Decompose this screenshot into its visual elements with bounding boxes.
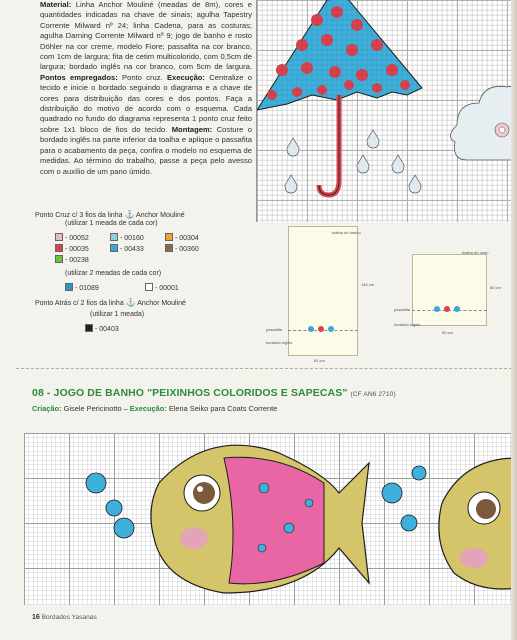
section-title: 08 - JOGO DE BANHO "PEIXINHOS COLORIDOS E SAPECAS" (CF AN6 2710) [32, 387, 396, 399]
usage-note-1: (utilizar 1 meada de cada cor) [65, 220, 158, 227]
execution-text: Centralize o tecido e inicie o bordado seguindo o diagrama e a chave de cores para distribuição das cores e dos pontos. Faça a distribuição do motivo de acordo com o esquema. Cada quadrado no fundo do diagrama representa 1 ponto cruz feito sobre 1x1 bloco de fios do tecido. [40, 72, 252, 134]
hand-towel-diagram [392, 240, 502, 352]
height-label: 80 cm [490, 285, 501, 290]
swatch-01089 [65, 283, 73, 291]
assembly-text: Costure o bordado inglês na parte inferior da toalha e aplique o passafita para o acabamento da peça, confira o modelo no esquema de medidas. Ao término do trabalho, passe a peça pelo avesso com o auxílio de um pano úmido. [40, 124, 252, 176]
section-reference: (CF AN6 2710) [350, 391, 396, 398]
fish-chart-artwork [24, 433, 517, 605]
swatch-00433 [110, 244, 118, 252]
bath-towel-label: toalha de banho [332, 230, 361, 235]
material-text: Linha Anchor Mouliné (meadas de 8m), cores e quantidades indicadas na chave de sinais; agulha Tapestry Corrente Milward nº 24; linha Cadena, para as costuras; agulha Darning Corrente Milward nº 9; jogo de banho e rosto Döhler na cor creme, modelo Fiore; passafita na cor branco, com 1cm de largura; fita de cetim multicolorido, com 0,5cm de largura; bordado inglês na cor branco, com 5cm de largura. [40, 0, 252, 72]
page-footer [32, 614, 97, 621]
bath-towel-outline [288, 226, 358, 356]
swatch-00403 [85, 324, 93, 332]
brand-name: Anchor Mouliné [136, 212, 185, 219]
stitches-text: Ponto cruz. [117, 72, 163, 82]
umbrella-cross-stitch-chart [256, 0, 517, 222]
swatch-00238 [55, 255, 63, 263]
backstitch-header: Ponto Atrás c/ 2 fios da linha ⚓ Anchor Mouliné [35, 298, 186, 307]
fish-cross-stitch-chart [24, 433, 517, 605]
lace-label: bordado inglês [266, 340, 293, 345]
swatch-00052 [55, 233, 63, 241]
page-number: 16 [32, 614, 40, 621]
passafita-label: passafita [394, 307, 411, 312]
swatch-00304 [165, 233, 173, 241]
swatch-00160 [110, 233, 118, 241]
motif-mini [432, 305, 468, 313]
execution-label: Execução: [166, 72, 205, 82]
material-label: Material: [40, 0, 72, 9]
thread-00238: - 00238 [55, 255, 89, 264]
umbrella-chart-artwork [257, 0, 517, 222]
thread-00433: - 00433 [110, 244, 144, 253]
section-credits: Criação: Gisele Pericinotto – Execução: Elena Seiko para Coats Corrente [32, 404, 278, 413]
thread-01089: - 01089 [65, 283, 99, 292]
section-divider [16, 368, 517, 369]
thread-00160: - 00160 [110, 233, 144, 242]
thread-00360: - 00360 [165, 244, 199, 253]
swatch-00360 [165, 244, 173, 252]
thread-00035: - 00035 [55, 244, 89, 253]
motif-mini [306, 325, 342, 333]
swatch-00035 [55, 244, 63, 252]
thread-00304: - 00304 [165, 233, 199, 242]
stitches-label: Pontos empregados: [40, 72, 118, 82]
usage-note-3: (utilizar 1 meada) [90, 311, 145, 318]
swatch-00001 [145, 283, 153, 291]
cross-stitch-header: Ponto Cruz c/ 3 fios da linha ⚓ Anchor Mouliné [35, 210, 185, 219]
width-label: 81 cm [314, 358, 325, 363]
usage-note-2: (utilizar 2 meadas de cada cor) [65, 270, 162, 277]
thread-00001: - 00001 [145, 283, 179, 292]
hand-towel-label: toalha de rosto [462, 250, 489, 255]
lace-label: bordado inglês [394, 322, 421, 327]
anchor-icon: ⚓ [125, 298, 136, 307]
assembly-label: Montagem: [171, 124, 213, 134]
page-edge [511, 0, 517, 640]
thread-00403: - 00403 [85, 324, 119, 333]
instructions-text [40, 0, 252, 177]
bath-towel-diagram [262, 222, 375, 363]
publication-name: Bordados Yasanas [41, 614, 97, 621]
anchor-icon: ⚓ [124, 210, 135, 219]
width-label: 50 cm [442, 330, 453, 335]
passafita-label: passafita [266, 327, 283, 332]
thread-00052: - 00052 [55, 233, 89, 242]
height-label: 140 cm [361, 282, 375, 287]
hand-towel-outline [412, 254, 487, 326]
